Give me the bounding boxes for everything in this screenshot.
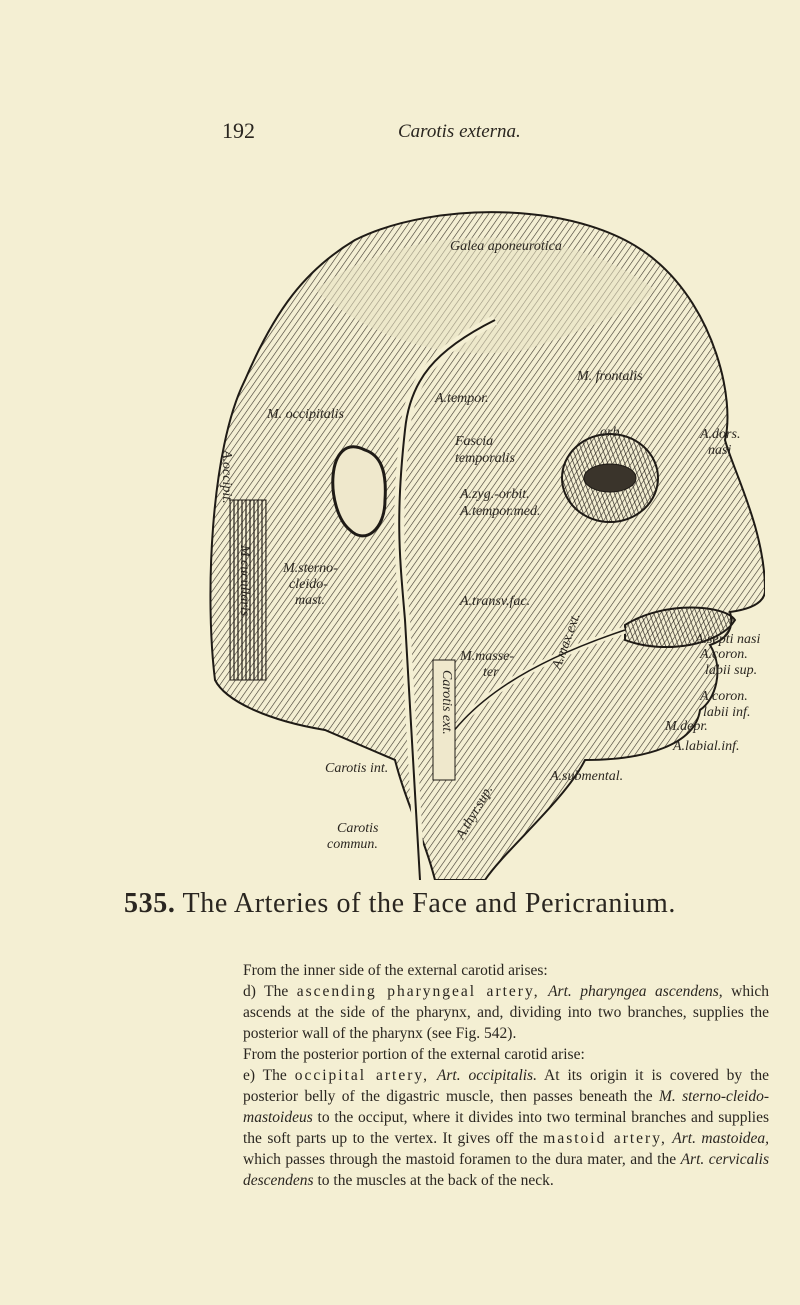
paragraph-4 xyxy=(243,1065,769,1191)
label-thyr-sup: A.thyr.sup. xyxy=(453,782,497,842)
paragraph-3: From the posterior portion of the external carotid arise: xyxy=(243,1046,585,1063)
p2-rest: which ascends at the side of the pharynx, and, dividing into two branches, supplies the posterior wall of the pharynx (see Fig. 542). xyxy=(243,983,770,1042)
label-galea: Galea aponeurotica xyxy=(450,239,562,254)
label-coron-sup-1: A.coron. xyxy=(700,647,748,662)
p4-mid3: which passes through the mastoid foramen to the dura mater, and the xyxy=(243,1151,677,1168)
label-dors-nasi-1: A.dors. xyxy=(700,427,741,442)
label-orb: orb. xyxy=(600,425,623,440)
paragraph-2 xyxy=(243,981,769,1044)
p4-end: to the muscles at the back of the neck. xyxy=(317,1172,554,1189)
p4-mid: At its origin it is covered by the posterior belly of the digastric muscle, then passes beneath the xyxy=(243,1067,770,1105)
label-masseter-2: ter xyxy=(483,665,499,680)
figure-title: The Arteries of the Face and Pericranium. xyxy=(182,888,676,919)
label-sterno-2: cleido- xyxy=(289,577,328,592)
label-a-occipit: A.occipit. xyxy=(219,450,234,504)
p2-spaced: ascending pharyngeal artery, xyxy=(296,983,540,1000)
label-carotis-commun-1: Carotis xyxy=(337,821,379,836)
p4-latin2: M. sterno-cleido-mastoideus xyxy=(243,1088,770,1126)
label-coron-inf-1: A.coron. xyxy=(700,689,748,704)
p2-lead: d) The xyxy=(243,983,289,1000)
eye xyxy=(584,464,636,492)
label-frontalis: M. frontalis xyxy=(577,369,643,384)
label-carotis-ext: Carotis ext. xyxy=(439,670,454,735)
label-coron-inf-2: labii inf. xyxy=(703,705,751,720)
label-temp-med: A.tempor.med. xyxy=(460,504,541,519)
label-max-ext: A.max.ext. xyxy=(549,611,584,672)
p4-lead: e) The xyxy=(243,1067,287,1084)
figure-number: 535. xyxy=(124,888,176,919)
label-fascia: Fascia xyxy=(455,434,494,449)
running-head: Carotis externa. xyxy=(398,121,521,142)
p4-mid2: to the occiput, where it divides into two terminal branches and supplies the soft parts up to the vertex. It gives off the xyxy=(243,1109,770,1147)
p2-latin: Art. pharyngea ascendens, xyxy=(548,983,723,1000)
label-temporal: A.tempor. xyxy=(435,391,489,406)
label-masseter-1: M.masse- xyxy=(460,649,515,664)
label-occipitalis: M. occipitalis xyxy=(267,407,344,422)
body-text xyxy=(243,960,769,1191)
paragraph-1: From the inner side of the external carotid arises: xyxy=(243,962,548,979)
label-dors-nasi-2: nasi xyxy=(708,443,732,458)
label-carotis-commun-2: commun. xyxy=(327,837,378,852)
label-zyg-orbit: A.zyg.-orbit. xyxy=(460,487,530,502)
label-transv-faciei: A.transv.fac. xyxy=(460,594,531,609)
label-sterno-1: M.sterno- xyxy=(283,561,338,576)
label-cucullaris: M.cucullaris xyxy=(237,545,252,617)
label-labial-inf: A.labial.inf. xyxy=(673,739,740,754)
label-sterno-3: mast. xyxy=(295,593,325,608)
p4-spaced2: mastoid artery, xyxy=(543,1130,667,1147)
label-septi-nasi: A.septi nasi xyxy=(695,632,761,647)
label-carotis-int: Carotis int. xyxy=(325,761,389,776)
label-submental: A.submental. xyxy=(550,769,624,784)
p4-latin3: Art. mastoidea, xyxy=(672,1130,770,1147)
anatomical-illustration xyxy=(205,200,765,880)
figure-caption xyxy=(0,888,800,920)
label-coron-sup-2: labii sup. xyxy=(705,663,758,678)
page-number: 192 xyxy=(222,118,255,143)
label-depr: M.depr. xyxy=(665,719,708,734)
p4-spaced: occipital artery, xyxy=(294,1067,429,1084)
p4-latin: Art. occipitalis. xyxy=(436,1067,537,1084)
label-temporalis: temporalis xyxy=(455,451,515,466)
p4-latin4: Art. cervicalis descendens xyxy=(243,1151,770,1189)
